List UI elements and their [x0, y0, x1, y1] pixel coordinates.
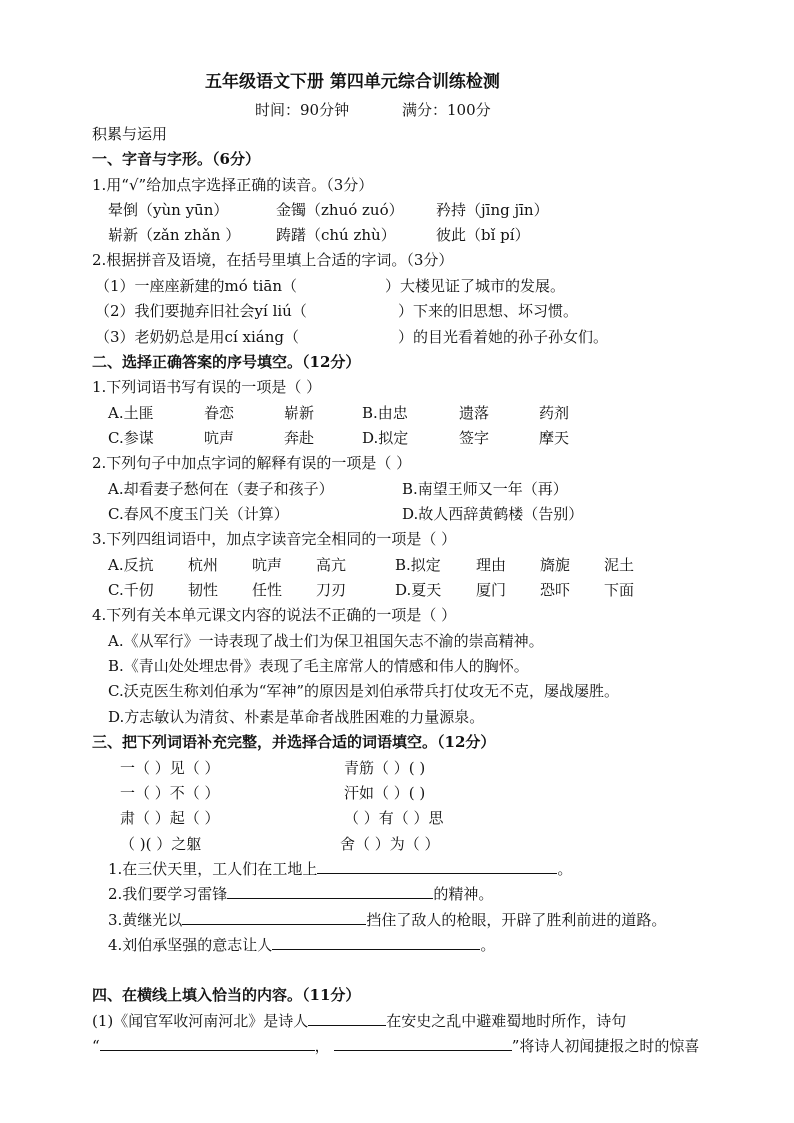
option-c: C.春风不度玉门关（计算） [108, 505, 289, 523]
option-c: C.沃克医生称刘伯承为“军神”的原因是刘伯承带兵打仗攻无不克，屡战屡胜。 [108, 682, 620, 700]
idiom-blank: 肃（ ）起（ ） [120, 809, 220, 827]
sentence-text: “ [92, 1037, 100, 1055]
fill-sentence-3 [108, 910, 666, 930]
option-b: B.南望王师又一年（再） [402, 480, 568, 498]
s1-q2-line3-end: ）的目光看着她的孙子孙女们。 [398, 328, 609, 346]
s1-q1-item: 崭新（zǎn zhǎn ） [108, 226, 241, 244]
sentence-text: 。 [557, 860, 573, 878]
s1-q2-line1-end: ）大楼见证了城市的发展。 [385, 277, 566, 295]
exam-time: 时间：90分钟 [255, 101, 350, 119]
s2-q2-stem: 2.下列句子中加点字词的解释有误的一项是（ ） [92, 454, 412, 472]
answer-line[interactable] [182, 910, 366, 925]
option-word: 高亢 [316, 556, 347, 574]
fill-sentence-2 [108, 884, 493, 904]
s2-q4-stem: 4.下列有关本单元课文内容的说法不正确的一项是（ ） [92, 606, 457, 624]
option-word: 恐吓 [540, 581, 571, 599]
s1-q2-line2-end: ）下来的旧思想、坏习惯。 [398, 302, 579, 320]
sentence-text: 2.我们要学习雷锋 [108, 885, 228, 903]
sentence-text: 在安史之乱中避难蜀地时所作，诗句 [386, 1012, 627, 1030]
option-d: D.方志敏认为清贫、朴素是革命者战胜困难的力量源泉。 [108, 708, 485, 726]
idiom-blank: 汗如（ ）( ) [344, 784, 426, 802]
option-word: D.夏天 [395, 581, 442, 599]
s2-q1-stem: 1.下列词语书写有误的一项是（ ） [92, 378, 322, 396]
option-b: B.《青山处处埋忠骨》表现了毛主席常人的情感和伟人的胸怀。 [108, 657, 529, 675]
s1-q2-line1-start: （1）一座座新建的mó tiān（ [95, 277, 297, 295]
option-d: D.故人西辞黄鹤楼（告别） [402, 505, 584, 523]
option-word: 遗落 [459, 404, 490, 422]
s1-q1-item: 踌躇（chú zhù） [276, 226, 396, 244]
option-word: 旖旎 [540, 556, 571, 574]
option-word: 药剂 [539, 404, 570, 422]
idiom-blank: （ )( ）之躯 [120, 835, 202, 853]
s1-q1-item: 金镯（zhuó zuó） [276, 201, 404, 219]
answer-line[interactable] [227, 884, 433, 899]
sentence-text: 4.刘伯承坚强的意志让人 [108, 936, 273, 954]
option-word: 泥土 [604, 556, 635, 574]
sentence-text: (1)《闻官军收河南河北》是诗人 [92, 1012, 309, 1030]
section-1-heading: 一、字音与字形。（6分） [92, 150, 260, 168]
option-word: B.由忠 [362, 404, 408, 422]
section-2-heading: 二、选择正确答案的序号填空。（12分） [92, 353, 361, 371]
option-word: 杭州 [188, 556, 219, 574]
sentence-text: 。 [480, 936, 496, 954]
s1-q1-item: 矜持（jīng jīn） [436, 201, 549, 219]
section-3-heading: 三、把下列词语补充完整，并选择合适的词语填空。（12分） [92, 733, 496, 751]
option-word: 崭新 [284, 404, 315, 422]
answer-line[interactable] [308, 1011, 386, 1026]
idiom-blank: 舍（ ）为（ ） [340, 835, 440, 853]
idiom-blank: 一（ ）不（ ） [120, 784, 220, 802]
full-score: 满分：100分 [402, 101, 491, 119]
option-word: 摩天 [539, 429, 570, 447]
option-word: 吭声 [204, 429, 235, 447]
sentence-text: 挡住了敌人的枪眼，开辟了胜利前进的道路。 [366, 911, 667, 929]
answer-line[interactable] [334, 1036, 512, 1051]
page-title: 五年级语文下册 第四单元综合训练检测 [205, 72, 500, 92]
s1-q2-line3-start: （3）老奶奶总是用cí xiáng（ [95, 328, 299, 346]
option-a: A.却看妻子愁何在（妻子和孩子） [108, 480, 334, 498]
answer-line[interactable] [317, 859, 557, 874]
option-a: A.《从军行》一诗表现了战士们为保卫祖国矢志不渝的崇高精神。 [108, 632, 544, 650]
option-word: C.千仞 [108, 581, 154, 599]
sentence-text: 的精神。 [433, 885, 494, 903]
s2-q3-stem: 3.下列四组词语中，加点字读音完全相同的一项是（ ） [92, 530, 457, 548]
option-word: 任性 [252, 581, 283, 599]
option-word: 眷恋 [204, 404, 235, 422]
answer-line[interactable] [272, 935, 480, 950]
option-word: 刀刃 [316, 581, 347, 599]
option-word: D.拟定 [362, 429, 409, 447]
option-word: 厦门 [476, 581, 507, 599]
section-intro: 积累与运用 [92, 125, 168, 143]
answer-line[interactable] [100, 1036, 315, 1051]
s4-q1-line1 [92, 1011, 626, 1031]
sentence-text: 1.在三伏天里，工人们在工地上 [108, 860, 318, 878]
idiom-blank: （ ）有（ ）思 [344, 809, 444, 827]
s1-q1-item: 彼此（bǐ pí） [436, 226, 530, 244]
s1-q2-line2-start: （2）我们要抛弃旧社会yí liú（ [95, 302, 307, 320]
sentence-text: ， [314, 1037, 330, 1055]
option-word: A.土匪 [108, 404, 154, 422]
section-4-heading: 四、在横线上填入恰当的内容。（11分） [92, 986, 361, 1004]
idiom-blank: 青筋（ ）( ) [344, 759, 426, 777]
option-word: 吭声 [252, 556, 283, 574]
option-word: A.反抗 [108, 556, 154, 574]
option-word: B.拟定 [395, 556, 441, 574]
s1-q2-stem: 2.根据拼音及语境，在括号里填上合适的字词。（3分） [92, 251, 454, 269]
s4-q1-line2 [92, 1036, 699, 1056]
option-word: 韧性 [188, 581, 219, 599]
option-word: 奔赴 [284, 429, 315, 447]
fill-sentence-4 [108, 935, 495, 955]
fill-sentence-1 [108, 859, 572, 879]
s1-q1-item: 晕倒（yùn yūn） [108, 201, 229, 219]
sentence-text: 3.黄继光以 [108, 911, 183, 929]
option-word: C.参谋 [108, 429, 154, 447]
s1-q1-stem: 1.用“√”给加点字选择正确的读音。（3分） [92, 176, 374, 194]
option-word: 理由 [476, 556, 507, 574]
idiom-blank: 一（ ）见（ ） [120, 759, 220, 777]
sentence-text: ”将诗人初闻捷报之时的惊喜 [511, 1037, 700, 1055]
option-word: 签字 [459, 429, 490, 447]
option-word: 下面 [604, 581, 635, 599]
